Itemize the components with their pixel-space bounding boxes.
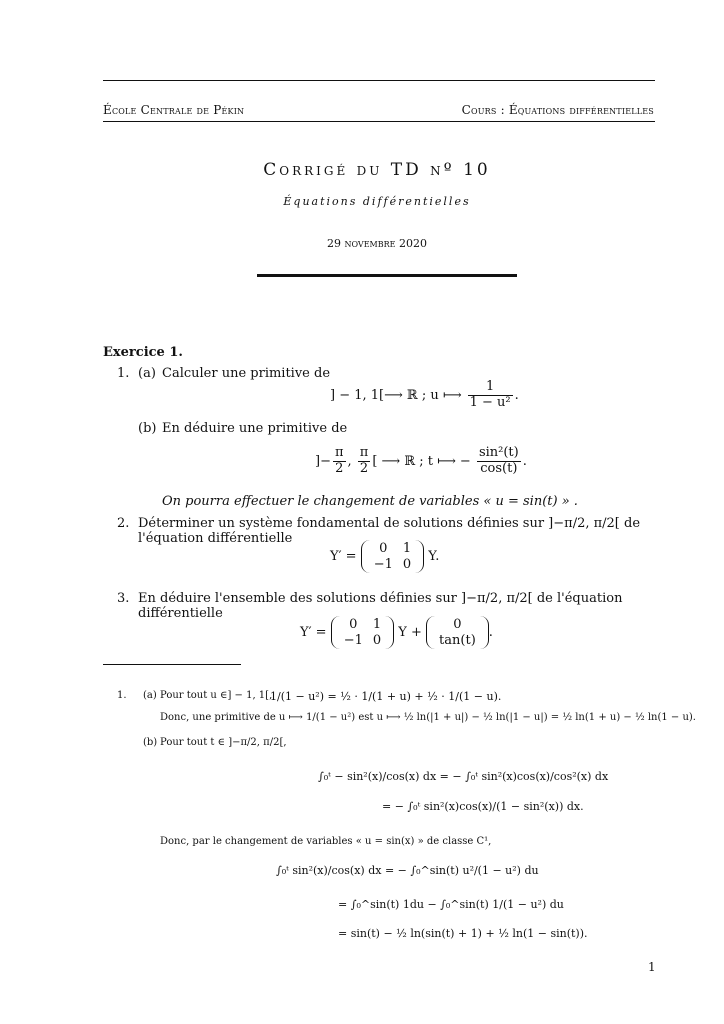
s1b-line3: ∫₀ᵗ sin²(x)/cos(x) dx = − ∫₀^sin(t) u²/(1 − u²) du (276, 864, 539, 877)
q3-text: En déduire l'ensemble des solutions définies sur ]−π/2, π/2[ de l'équation différentielle (138, 591, 623, 621)
q1a-fraction (468, 380, 513, 411)
title-rule (257, 274, 517, 277)
q1b-fraction (477, 446, 521, 477)
q1b-frac-den: cos(t) (480, 460, 518, 476)
q2-rhs: Y. (428, 549, 440, 565)
s1b-line2: = − ∫₀ᵗ sin²(x)cos(x)/(1 − sin²(x)) dx. (382, 800, 584, 813)
q2-text: Déterminer un système fondamental de solutions définies sur ]−π/2, π/2[ de l'équation différentielle (138, 516, 641, 546)
s1a-text: Pour tout u ∈] − 1, 1[, (160, 690, 273, 701)
q1b-map: ⟶ ℝ ; t ⟼ − (381, 453, 471, 469)
q1a-frac-num: 1 (468, 380, 513, 396)
q3-number: 3. (117, 591, 130, 606)
s1b-change: Donc, par le changement de variables « u = sin(x) » de classe C¹, (160, 836, 492, 847)
q1b-formula: ]− $\frac{\pi}{2}$ , $\frac{\pi}{2}$ [ ⟶ ℝ ; t ⟼ − $\frac{\text{sin²(t)}}{\cos(t)}$ . (315, 445, 527, 476)
q1a-formula: ] − 1, 1[⟶ ℝ ; u ⟼ $\frac{1}{\text{1 − u²}}$ . (330, 379, 519, 410)
footnote-rule (103, 664, 241, 665)
top-rule (103, 80, 655, 81)
q3-lhs: Y′ = (300, 625, 327, 641)
q2-lhs: Y′ = (330, 549, 357, 565)
q1b-text: En déduire une primitive de (162, 421, 348, 436)
exercise-heading: Exercice 1. (103, 345, 183, 360)
q3-matrix: 0 1 −1 0 (331, 616, 394, 649)
s1b-text: Pour tout t ∈ ]−π/2, π/2[, (160, 737, 287, 748)
q3-mid: Y + (398, 625, 422, 641)
q3-vector: 0 tan(t) (426, 616, 489, 649)
page-subtitle: Équations différentielles (283, 195, 471, 208)
q1a-label: (a) (138, 366, 156, 381)
s1a-conclusion: Donc, une primitive de u ⟼ 1/(1 − u²) est u ⟼ ½ ln(|1 + u|) − ½ ln(|1 − u|) = ½ ln(1 + u) − ½ ln(1 − u). (160, 712, 696, 723)
s1b-line4: = ∫₀^sin(t) 1du − ∫₀^sin(t) 1/(1 − u²) du (338, 898, 564, 911)
q1-number: 1. (117, 366, 130, 381)
header-rule (103, 121, 655, 122)
q1a-text: Calculer une primitive de (162, 366, 331, 381)
q2-equation (330, 540, 439, 573)
s1b-label: (b) (143, 737, 158, 748)
q1b-label: (b) (138, 421, 157, 436)
s1-number: 1. (117, 690, 127, 701)
q1a-map: ] − 1, 1[⟶ ℝ ; u ⟼ (330, 387, 462, 403)
q2-number: 2. (117, 516, 130, 531)
s1b-line1: ∫₀ᵗ − sin²(x)/cos(x) dx = − ∫₀ᵗ sin²(x)cos(x)/cos²(x) dx (318, 770, 609, 783)
page-date: 29 novembre 2020 (327, 237, 427, 250)
q1a-frac-den: 1 − u² (469, 394, 511, 410)
q3-equation: Y′ = 0 1 −1 0 Y + 0 tan(t) . (300, 617, 493, 648)
page-title: Corrigé du TD nº 10 (263, 160, 491, 180)
header-left: École Centrale de Pékin (103, 103, 245, 117)
q1b-interval: ]− $\frac{\pi}{2}$ , $\frac{\pi}{2}$ [ (315, 445, 378, 476)
header-right: Cours : Équations différentielles (461, 103, 654, 117)
q2-matrix: 0 1 −1 0 (361, 540, 424, 573)
hint-text: On pourra effectuer le changement de variables « u = sin(t) » . (162, 494, 578, 509)
q1b-frac-num: sin²(t) (478, 445, 519, 460)
s1b-line5: = sin(t) − ½ ln(sin(t) + 1) + ½ ln(1 − sin(t)). (338, 927, 588, 940)
s1a-label: (a) (143, 690, 157, 701)
s1a-equation: 1/(1 − u²) = ½ · 1/(1 + u) + ½ · 1/(1 − u). (270, 690, 502, 703)
page-number: 1 (648, 960, 656, 974)
